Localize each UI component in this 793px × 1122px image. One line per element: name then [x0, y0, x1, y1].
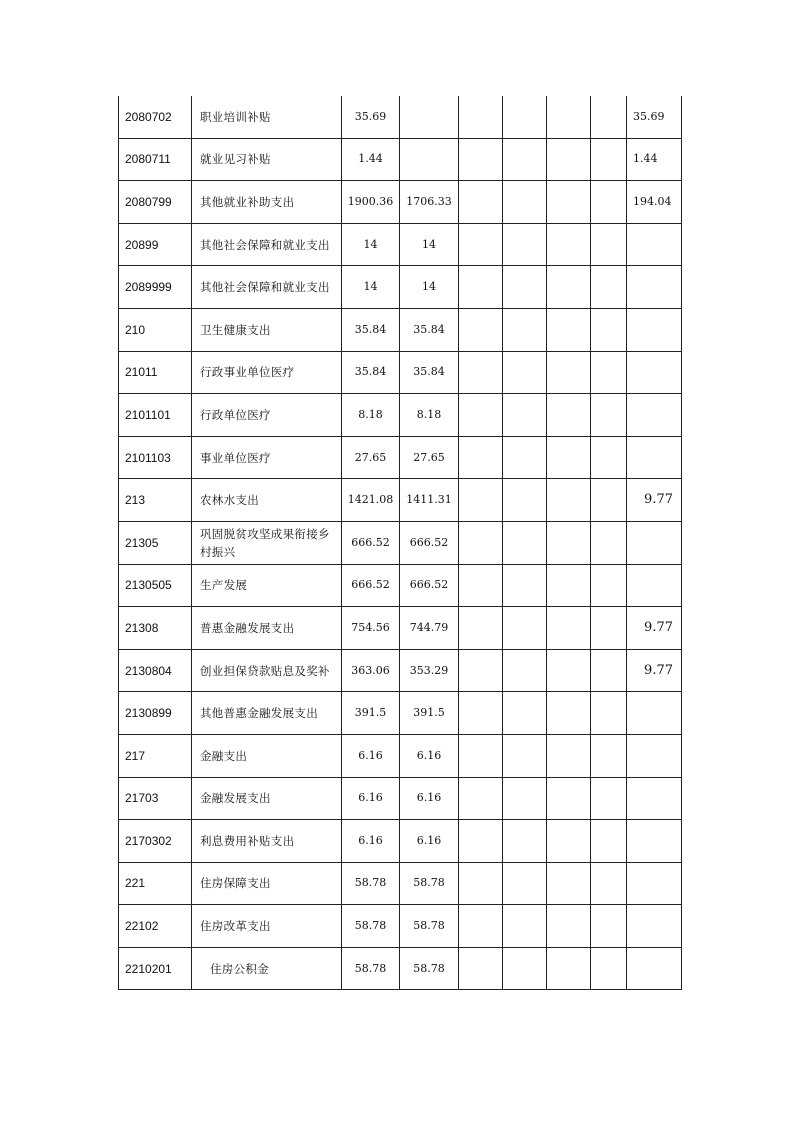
table-row	[119, 223, 682, 266]
empty-cell	[547, 692, 591, 735]
function-code-cell: 210	[119, 308, 192, 351]
other-amount-cell: 9.77	[627, 607, 682, 650]
item-name-cell: 普惠金融发展支出	[192, 607, 342, 650]
empty-cell	[503, 351, 547, 394]
basic-amount-cell: 14	[400, 223, 459, 266]
empty-cell	[591, 820, 627, 863]
empty-cell	[503, 564, 547, 607]
item-name-cell: 金融发展支出	[192, 777, 342, 820]
empty-cell	[591, 777, 627, 820]
empty-cell	[503, 820, 547, 863]
total-amount-cell: 58.78	[342, 862, 400, 905]
function-code-cell: 21011	[119, 351, 192, 394]
table-row	[119, 138, 682, 181]
basic-amount-cell: 27.65	[400, 436, 459, 479]
total-amount-cell: 58.78	[342, 947, 400, 990]
budget-table-page	[118, 96, 681, 990]
function-code-cell: 2080799	[119, 181, 192, 224]
table-row	[119, 394, 682, 437]
function-code-cell: 2130505	[119, 564, 192, 607]
empty-cell	[547, 223, 591, 266]
other-amount-cell	[627, 862, 682, 905]
empty-cell	[547, 394, 591, 437]
basic-amount-cell: 58.78	[400, 947, 459, 990]
item-name-cell: 其他社会保障和就业支出	[192, 223, 342, 266]
empty-cell	[547, 308, 591, 351]
basic-amount-cell	[400, 96, 459, 138]
other-amount-cell	[627, 820, 682, 863]
basic-amount-cell: 1706.33	[400, 181, 459, 224]
item-name-cell: 创业担保贷款贴息及奖补	[192, 649, 342, 692]
empty-cell	[503, 905, 547, 948]
basic-amount-cell: 6.16	[400, 820, 459, 863]
empty-cell	[547, 862, 591, 905]
basic-amount-cell: 35.84	[400, 308, 459, 351]
function-code-cell: 21703	[119, 777, 192, 820]
empty-cell	[547, 351, 591, 394]
empty-cell	[459, 96, 503, 138]
other-amount-cell	[627, 905, 682, 948]
item-name-cell: 住房保障支出	[192, 862, 342, 905]
total-amount-cell: 27.65	[342, 436, 400, 479]
empty-cell	[591, 734, 627, 777]
empty-cell	[547, 96, 591, 138]
other-amount-cell: 35.69	[627, 96, 682, 138]
empty-cell	[591, 947, 627, 990]
empty-cell	[503, 436, 547, 479]
total-amount-cell: 8.18	[342, 394, 400, 437]
empty-cell	[459, 692, 503, 735]
empty-cell	[503, 607, 547, 650]
other-amount-cell	[627, 734, 682, 777]
function-code-cell: 22102	[119, 905, 192, 948]
table-row	[119, 692, 682, 735]
table-row	[119, 820, 682, 863]
empty-cell	[503, 862, 547, 905]
empty-cell	[547, 266, 591, 309]
empty-cell	[503, 947, 547, 990]
item-name-cell: 其他社会保障和就业支出	[192, 266, 342, 309]
empty-cell	[591, 181, 627, 224]
empty-cell	[503, 266, 547, 309]
budget-table	[118, 96, 682, 990]
function-code-cell: 2130804	[119, 649, 192, 692]
table-row	[119, 564, 682, 607]
empty-cell	[503, 138, 547, 181]
basic-amount-cell: 58.78	[400, 905, 459, 948]
other-amount-cell	[627, 521, 682, 564]
total-amount-cell: 35.69	[342, 96, 400, 138]
empty-cell	[547, 607, 591, 650]
empty-cell	[459, 649, 503, 692]
empty-cell	[547, 820, 591, 863]
other-amount-cell	[627, 777, 682, 820]
empty-cell	[459, 351, 503, 394]
other-amount-cell	[627, 947, 682, 990]
empty-cell	[459, 308, 503, 351]
basic-amount-cell: 744.79	[400, 607, 459, 650]
empty-cell	[459, 181, 503, 224]
empty-cell	[459, 138, 503, 181]
empty-cell	[459, 947, 503, 990]
item-name-cell: 事业单位医疗	[192, 436, 342, 479]
table-row	[119, 862, 682, 905]
empty-cell	[503, 649, 547, 692]
other-amount-cell	[627, 564, 682, 607]
table-row	[119, 734, 682, 777]
function-code-cell: 213	[119, 479, 192, 522]
empty-cell	[591, 223, 627, 266]
empty-cell	[503, 479, 547, 522]
item-name-cell: 职业培训补贴	[192, 96, 342, 138]
empty-cell	[591, 96, 627, 138]
item-name-cell: 住房改革支出	[192, 905, 342, 948]
empty-cell	[503, 181, 547, 224]
table-row	[119, 905, 682, 948]
empty-cell	[591, 564, 627, 607]
total-amount-cell: 666.52	[342, 564, 400, 607]
empty-cell	[459, 223, 503, 266]
empty-cell	[503, 96, 547, 138]
empty-cell	[591, 266, 627, 309]
empty-cell	[503, 223, 547, 266]
total-amount-cell: 666.52	[342, 521, 400, 564]
other-amount-cell: 9.77	[627, 649, 682, 692]
empty-cell	[503, 692, 547, 735]
total-amount-cell: 35.84	[342, 351, 400, 394]
empty-cell	[503, 777, 547, 820]
item-name-cell: 其他普惠金融发展支出	[192, 692, 342, 735]
other-amount-cell	[627, 308, 682, 351]
empty-cell	[503, 308, 547, 351]
item-name-cell: 其他就业补助支出	[192, 181, 342, 224]
empty-cell	[459, 905, 503, 948]
empty-cell	[591, 905, 627, 948]
basic-amount-cell: 353.29	[400, 649, 459, 692]
empty-cell	[459, 820, 503, 863]
other-amount-cell	[627, 266, 682, 309]
empty-cell	[547, 181, 591, 224]
item-name-cell: 就业见习补贴	[192, 138, 342, 181]
empty-cell	[503, 521, 547, 564]
basic-amount-cell: 6.16	[400, 734, 459, 777]
empty-cell	[547, 564, 591, 607]
other-amount-cell	[627, 223, 682, 266]
function-code-cell: 2080702	[119, 96, 192, 138]
table-row	[119, 266, 682, 309]
empty-cell	[591, 607, 627, 650]
total-amount-cell: 14	[342, 266, 400, 309]
item-name-cell: 利息费用补贴支出	[192, 820, 342, 863]
item-name-cell: 农林水支出	[192, 479, 342, 522]
empty-cell	[591, 479, 627, 522]
basic-amount-cell	[400, 138, 459, 181]
function-code-cell: 2089999	[119, 266, 192, 309]
basic-amount-cell: 391.5	[400, 692, 459, 735]
total-amount-cell: 14	[342, 223, 400, 266]
item-name-cell: 卫生健康支出	[192, 308, 342, 351]
other-amount-cell	[627, 351, 682, 394]
function-code-cell: 21305	[119, 521, 192, 564]
item-name-cell: 住房公积金	[192, 947, 342, 990]
empty-cell	[547, 436, 591, 479]
table-row	[119, 351, 682, 394]
basic-amount-cell: 35.84	[400, 351, 459, 394]
table-row	[119, 96, 682, 138]
empty-cell	[591, 351, 627, 394]
empty-cell	[459, 266, 503, 309]
table-row	[119, 479, 682, 522]
total-amount-cell: 363.06	[342, 649, 400, 692]
empty-cell	[591, 436, 627, 479]
empty-cell	[591, 521, 627, 564]
basic-amount-cell: 14	[400, 266, 459, 309]
empty-cell	[459, 862, 503, 905]
empty-cell	[547, 947, 591, 990]
empty-cell	[591, 692, 627, 735]
function-code-cell: 2101103	[119, 436, 192, 479]
other-amount-cell	[627, 394, 682, 437]
function-code-cell: 217	[119, 734, 192, 777]
function-code-cell: 221	[119, 862, 192, 905]
empty-cell	[547, 905, 591, 948]
basic-amount-cell: 58.78	[400, 862, 459, 905]
basic-amount-cell: 8.18	[400, 394, 459, 437]
function-code-cell: 20899	[119, 223, 192, 266]
item-name-cell: 金融支出	[192, 734, 342, 777]
empty-cell	[503, 734, 547, 777]
total-amount-cell: 754.56	[342, 607, 400, 650]
item-name-cell: 巩固脱贫攻坚成果衔接乡村振兴	[192, 521, 342, 564]
other-amount-cell	[627, 436, 682, 479]
other-amount-cell: 194.04	[627, 181, 682, 224]
empty-cell	[459, 521, 503, 564]
total-amount-cell: 391.5	[342, 692, 400, 735]
table-body	[119, 96, 682, 990]
empty-cell	[459, 479, 503, 522]
empty-cell	[459, 777, 503, 820]
empty-cell	[459, 436, 503, 479]
empty-cell	[459, 734, 503, 777]
basic-amount-cell: 6.16	[400, 777, 459, 820]
total-amount-cell: 6.16	[342, 777, 400, 820]
total-amount-cell: 1900.36	[342, 181, 400, 224]
table-row	[119, 777, 682, 820]
other-amount-cell	[627, 692, 682, 735]
function-code-cell: 2210201	[119, 947, 192, 990]
total-amount-cell: 35.84	[342, 308, 400, 351]
table-row	[119, 436, 682, 479]
empty-cell	[547, 649, 591, 692]
empty-cell	[547, 138, 591, 181]
empty-cell	[503, 394, 547, 437]
empty-cell	[459, 394, 503, 437]
function-code-cell: 2170302	[119, 820, 192, 863]
table-row	[119, 521, 682, 564]
basic-amount-cell: 666.52	[400, 564, 459, 607]
total-amount-cell: 1.44	[342, 138, 400, 181]
table-row	[119, 649, 682, 692]
total-amount-cell: 58.78	[342, 905, 400, 948]
other-amount-cell: 1.44	[627, 138, 682, 181]
basic-amount-cell: 1411.31	[400, 479, 459, 522]
empty-cell	[547, 777, 591, 820]
empty-cell	[591, 862, 627, 905]
empty-cell	[591, 308, 627, 351]
function-code-cell: 21308	[119, 607, 192, 650]
empty-cell	[591, 138, 627, 181]
function-code-cell: 2130899	[119, 692, 192, 735]
table-row	[119, 181, 682, 224]
item-name-cell: 行政事业单位医疗	[192, 351, 342, 394]
other-amount-cell: 9.77	[627, 479, 682, 522]
empty-cell	[459, 607, 503, 650]
item-name-cell: 行政单位医疗	[192, 394, 342, 437]
empty-cell	[547, 734, 591, 777]
empty-cell	[547, 479, 591, 522]
function-code-cell: 2080711	[119, 138, 192, 181]
empty-cell	[547, 521, 591, 564]
empty-cell	[459, 564, 503, 607]
total-amount-cell: 6.16	[342, 734, 400, 777]
total-amount-cell: 1421.08	[342, 479, 400, 522]
basic-amount-cell: 666.52	[400, 521, 459, 564]
item-name-cell: 生产发展	[192, 564, 342, 607]
empty-cell	[591, 649, 627, 692]
empty-cell	[591, 394, 627, 437]
table-row	[119, 308, 682, 351]
table-row	[119, 947, 682, 990]
function-code-cell: 2101101	[119, 394, 192, 437]
table-row	[119, 607, 682, 650]
total-amount-cell: 6.16	[342, 820, 400, 863]
